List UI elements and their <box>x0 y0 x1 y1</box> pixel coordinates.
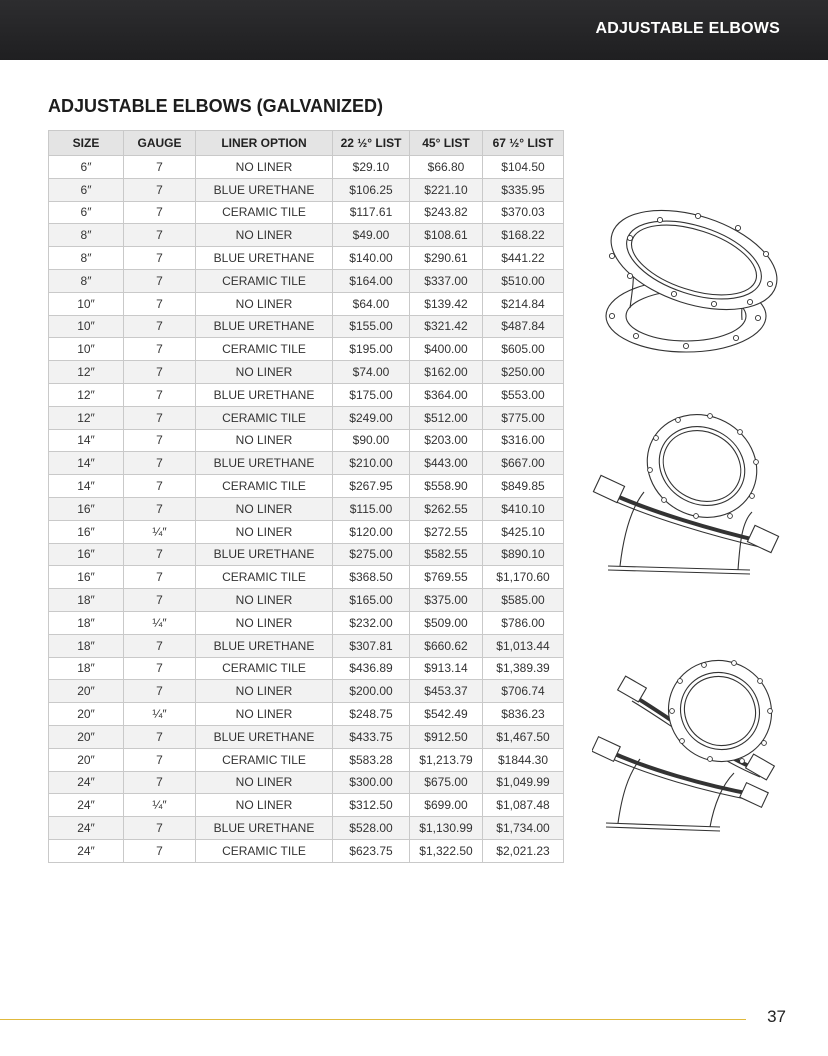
list-45-cell: $139.42 <box>410 292 483 315</box>
liner-option-cell: BLUE URETHANE <box>196 315 333 338</box>
gauge-cell: 7 <box>124 406 196 429</box>
gauge-cell: 7 <box>124 452 196 475</box>
list-67-5-cell: $168.22 <box>483 224 564 247</box>
size-cell: 18″ <box>49 634 124 657</box>
gauge-cell: 7 <box>124 657 196 680</box>
table-row <box>49 156 564 179</box>
list-45-cell: $108.61 <box>410 224 483 247</box>
table-row <box>49 383 564 406</box>
list-67-5-cell: $1,013.44 <box>483 634 564 657</box>
elbow-drawing-single-clamp <box>592 412 782 582</box>
liner-option-cell: NO LINER <box>196 497 333 520</box>
list-45-cell: $453.37 <box>410 680 483 703</box>
list-67-5-cell: $786.00 <box>483 611 564 634</box>
table-row <box>49 406 564 429</box>
gauge-cell: 7 <box>124 475 196 498</box>
list-45-cell: $509.00 <box>410 611 483 634</box>
list-67-5-cell: $1,389.39 <box>483 657 564 680</box>
list-22-5-cell: $106.25 <box>333 178 410 201</box>
size-cell: 24″ <box>49 817 124 840</box>
list-45-cell: $542.49 <box>410 703 483 726</box>
list-67-5-cell: $410.10 <box>483 497 564 520</box>
table-row <box>49 520 564 543</box>
list-67-5-cell: $335.95 <box>483 178 564 201</box>
gauge-cell: 7 <box>124 429 196 452</box>
size-cell: 24″ <box>49 839 124 862</box>
table-row <box>49 817 564 840</box>
list-67-5-cell: $425.10 <box>483 520 564 543</box>
gauge-cell: 7 <box>124 634 196 657</box>
gauge-cell: 7 <box>124 224 196 247</box>
list-45-cell: $290.61 <box>410 247 483 270</box>
liner-option-cell: CERAMIC TILE <box>196 338 333 361</box>
table-body <box>49 156 564 863</box>
list-22-5-cell: $165.00 <box>333 589 410 612</box>
table-row <box>49 452 564 475</box>
list-45-cell: $699.00 <box>410 794 483 817</box>
list-45-cell: $675.00 <box>410 771 483 794</box>
list-67-5-cell: $1,467.50 <box>483 725 564 748</box>
list-22-5-cell: $312.50 <box>333 794 410 817</box>
section-title: ADJUSTABLE ELBOWS <box>595 20 780 37</box>
table-row <box>49 611 564 634</box>
liner-option-cell: NO LINER <box>196 156 333 179</box>
list-22-5-cell: $583.28 <box>333 748 410 771</box>
list-22-5-cell: $64.00 <box>333 292 410 315</box>
gauge-cell: 7 <box>124 543 196 566</box>
size-cell: 20″ <box>49 680 124 703</box>
liner-option-cell: BLUE URETHANE <box>196 543 333 566</box>
size-cell: 6″ <box>49 201 124 224</box>
list-22-5-cell: $200.00 <box>333 680 410 703</box>
table-row <box>49 566 564 589</box>
gauge-cell: 7 <box>124 817 196 840</box>
gauge-cell: 7 <box>124 315 196 338</box>
gauge-cell: 7 <box>124 725 196 748</box>
list-67-5-cell: $667.00 <box>483 452 564 475</box>
size-cell: 14″ <box>49 475 124 498</box>
gauge-cell: 7 <box>124 589 196 612</box>
flanged-elbow-icon <box>590 198 790 363</box>
liner-option-cell: CERAMIC TILE <box>196 839 333 862</box>
gauge-cell: 7 <box>124 247 196 270</box>
list-22-5-cell: $436.89 <box>333 657 410 680</box>
table-row <box>49 292 564 315</box>
list-45-cell: $400.00 <box>410 338 483 361</box>
list-22-5-cell: $164.00 <box>333 269 410 292</box>
list-45-cell: $1,213.79 <box>410 748 483 771</box>
table-row <box>49 201 564 224</box>
list-67-5-cell: $585.00 <box>483 589 564 612</box>
table-row <box>49 589 564 612</box>
list-45-cell: $1,322.50 <box>410 839 483 862</box>
size-cell: 10″ <box>49 292 124 315</box>
gauge-cell: 7 <box>124 497 196 520</box>
table-row <box>49 634 564 657</box>
gauge-cell: ¼″ <box>124 703 196 726</box>
list-67-5-cell: $1,734.00 <box>483 817 564 840</box>
gauge-cell: 7 <box>124 748 196 771</box>
list-67-5-cell: $441.22 <box>483 247 564 270</box>
liner-option-cell: NO LINER <box>196 771 333 794</box>
liner-option-cell: BLUE URETHANE <box>196 178 333 201</box>
liner-option-cell: NO LINER <box>196 680 333 703</box>
list-22-5-cell: $90.00 <box>333 429 410 452</box>
list-45-cell: $558.90 <box>410 475 483 498</box>
list-45-cell: $912.50 <box>410 725 483 748</box>
column-header-22-5-list: 22 ½° LIST <box>333 131 410 156</box>
list-22-5-cell: $195.00 <box>333 338 410 361</box>
gauge-cell: ¼″ <box>124 611 196 634</box>
list-22-5-cell: $528.00 <box>333 817 410 840</box>
list-67-5-cell: $1,049.99 <box>483 771 564 794</box>
list-45-cell: $337.00 <box>410 269 483 292</box>
list-45-cell: $375.00 <box>410 589 483 612</box>
list-67-5-cell: $836.23 <box>483 703 564 726</box>
table-row <box>49 475 564 498</box>
size-cell: 8″ <box>49 269 124 292</box>
list-67-5-cell: $890.10 <box>483 543 564 566</box>
liner-option-cell: NO LINER <box>196 429 333 452</box>
table-row <box>49 224 564 247</box>
table-row <box>49 247 564 270</box>
list-45-cell: $272.55 <box>410 520 483 543</box>
gauge-cell: 7 <box>124 771 196 794</box>
footer-rule <box>0 1019 746 1020</box>
list-67-5-cell: $104.50 <box>483 156 564 179</box>
list-22-5-cell: $117.61 <box>333 201 410 224</box>
list-22-5-cell: $210.00 <box>333 452 410 475</box>
list-22-5-cell: $232.00 <box>333 611 410 634</box>
size-cell: 12″ <box>49 406 124 429</box>
liner-option-cell: NO LINER <box>196 703 333 726</box>
liner-option-cell: NO LINER <box>196 611 333 634</box>
column-header-gauge: GAUGE <box>124 131 196 156</box>
price-table <box>48 130 564 863</box>
table-row <box>49 178 564 201</box>
liner-option-cell: CERAMIC TILE <box>196 657 333 680</box>
list-22-5-cell: $115.00 <box>333 497 410 520</box>
column-header-45-list: 45° LIST <box>410 131 483 156</box>
size-cell: 14″ <box>49 429 124 452</box>
list-67-5-cell: $250.00 <box>483 361 564 384</box>
list-22-5-cell: $249.00 <box>333 406 410 429</box>
list-22-5-cell: $433.75 <box>333 725 410 748</box>
list-45-cell: $243.82 <box>410 201 483 224</box>
list-45-cell: $913.14 <box>410 657 483 680</box>
gauge-cell: 7 <box>124 201 196 224</box>
list-22-5-cell: $155.00 <box>333 315 410 338</box>
elbow-drawing-plain <box>590 198 790 363</box>
table-row <box>49 703 564 726</box>
column-header-size: SIZE <box>49 131 124 156</box>
size-cell: 14″ <box>49 452 124 475</box>
column-header-67-5-list: 67 ½° LIST <box>483 131 564 156</box>
table-row <box>49 794 564 817</box>
list-22-5-cell: $120.00 <box>333 520 410 543</box>
clamped-elbow-icon <box>592 412 782 582</box>
list-45-cell: $582.55 <box>410 543 483 566</box>
list-45-cell: $512.00 <box>410 406 483 429</box>
gauge-cell: 7 <box>124 566 196 589</box>
list-22-5-cell: $140.00 <box>333 247 410 270</box>
size-cell: 24″ <box>49 771 124 794</box>
table-row <box>49 771 564 794</box>
liner-option-cell: NO LINER <box>196 292 333 315</box>
table-row <box>49 680 564 703</box>
list-67-5-cell: $1,087.48 <box>483 794 564 817</box>
table-row <box>49 269 564 292</box>
table-row <box>49 725 564 748</box>
gauge-cell: ¼″ <box>124 520 196 543</box>
list-45-cell: $364.00 <box>410 383 483 406</box>
list-45-cell: $1,130.99 <box>410 817 483 840</box>
page-title: ADJUSTABLE ELBOWS (GALVANIZED) <box>48 96 383 116</box>
gauge-cell: 7 <box>124 269 196 292</box>
size-cell: 20″ <box>49 703 124 726</box>
size-cell: 16″ <box>49 520 124 543</box>
size-cell: 20″ <box>49 725 124 748</box>
table-row <box>49 657 564 680</box>
liner-option-cell: NO LINER <box>196 520 333 543</box>
size-cell: 20″ <box>49 748 124 771</box>
list-22-5-cell: $300.00 <box>333 771 410 794</box>
size-cell: 16″ <box>49 566 124 589</box>
page-number: 37 <box>767 1007 786 1026</box>
size-cell: 12″ <box>49 361 124 384</box>
list-45-cell: $221.10 <box>410 178 483 201</box>
table-row <box>49 361 564 384</box>
list-67-5-cell: $487.84 <box>483 315 564 338</box>
size-cell: 10″ <box>49 338 124 361</box>
table-row <box>49 338 564 361</box>
liner-option-cell: BLUE URETHANE <box>196 725 333 748</box>
size-cell: 10″ <box>49 315 124 338</box>
section-header-band <box>0 0 828 60</box>
list-67-5-cell: $1,170.60 <box>483 566 564 589</box>
gauge-cell: 7 <box>124 338 196 361</box>
table-row <box>49 429 564 452</box>
list-67-5-cell: $706.74 <box>483 680 564 703</box>
gauge-cell: 7 <box>124 156 196 179</box>
size-cell: 8″ <box>49 247 124 270</box>
liner-option-cell: NO LINER <box>196 361 333 384</box>
list-67-5-cell: $849.85 <box>483 475 564 498</box>
size-cell: 18″ <box>49 611 124 634</box>
liner-option-cell: NO LINER <box>196 224 333 247</box>
list-67-5-cell: $214.84 <box>483 292 564 315</box>
liner-option-cell: BLUE URETHANE <box>196 817 333 840</box>
liner-option-cell: BLUE URETHANE <box>196 383 333 406</box>
list-45-cell: $162.00 <box>410 361 483 384</box>
gauge-cell: 7 <box>124 178 196 201</box>
list-45-cell: $660.62 <box>410 634 483 657</box>
list-22-5-cell: $74.00 <box>333 361 410 384</box>
double-clamped-elbow-icon <box>592 655 782 835</box>
list-67-5-cell: $1844.30 <box>483 748 564 771</box>
list-45-cell: $321.42 <box>410 315 483 338</box>
size-cell: 16″ <box>49 497 124 520</box>
list-22-5-cell: $275.00 <box>333 543 410 566</box>
size-cell: 16″ <box>49 543 124 566</box>
liner-option-cell: CERAMIC TILE <box>196 566 333 589</box>
list-67-5-cell: $510.00 <box>483 269 564 292</box>
list-45-cell: $203.00 <box>410 429 483 452</box>
liner-option-cell: CERAMIC TILE <box>196 748 333 771</box>
list-67-5-cell: $605.00 <box>483 338 564 361</box>
list-22-5-cell: $49.00 <box>333 224 410 247</box>
column-header-liner-option: LINER OPTION <box>196 131 333 156</box>
gauge-cell: 7 <box>124 292 196 315</box>
size-cell: 24″ <box>49 794 124 817</box>
list-22-5-cell: $29.10 <box>333 156 410 179</box>
liner-option-cell: CERAMIC TILE <box>196 269 333 292</box>
liner-option-cell: CERAMIC TILE <box>196 406 333 429</box>
size-cell: 6″ <box>49 178 124 201</box>
table-row <box>49 839 564 862</box>
list-67-5-cell: $775.00 <box>483 406 564 429</box>
table-row <box>49 315 564 338</box>
size-cell: 12″ <box>49 383 124 406</box>
liner-option-cell: BLUE URETHANE <box>196 247 333 270</box>
list-22-5-cell: $175.00 <box>333 383 410 406</box>
gauge-cell: 7 <box>124 361 196 384</box>
list-45-cell: $262.55 <box>410 497 483 520</box>
gauge-cell: 7 <box>124 680 196 703</box>
table-header-row <box>49 131 564 156</box>
table-row <box>49 748 564 771</box>
list-45-cell: $66.80 <box>410 156 483 179</box>
liner-option-cell: NO LINER <box>196 794 333 817</box>
gauge-cell: 7 <box>124 839 196 862</box>
list-22-5-cell: $248.75 <box>333 703 410 726</box>
list-45-cell: $443.00 <box>410 452 483 475</box>
list-22-5-cell: $267.95 <box>333 475 410 498</box>
list-67-5-cell: $316.00 <box>483 429 564 452</box>
gauge-cell: 7 <box>124 383 196 406</box>
list-22-5-cell: $623.75 <box>333 839 410 862</box>
list-22-5-cell: $368.50 <box>333 566 410 589</box>
size-cell: 8″ <box>49 224 124 247</box>
table-row <box>49 543 564 566</box>
table-row <box>49 497 564 520</box>
liner-option-cell: BLUE URETHANE <box>196 634 333 657</box>
list-22-5-cell: $307.81 <box>333 634 410 657</box>
list-67-5-cell: $370.03 <box>483 201 564 224</box>
size-cell: 6″ <box>49 156 124 179</box>
list-45-cell: $769.55 <box>410 566 483 589</box>
liner-option-cell: CERAMIC TILE <box>196 475 333 498</box>
elbow-drawing-double-clamp <box>592 655 782 835</box>
liner-option-cell: CERAMIC TILE <box>196 201 333 224</box>
liner-option-cell: BLUE URETHANE <box>196 452 333 475</box>
list-67-5-cell: $2,021.23 <box>483 839 564 862</box>
gauge-cell: ¼″ <box>124 794 196 817</box>
size-cell: 18″ <box>49 589 124 612</box>
liner-option-cell: NO LINER <box>196 589 333 612</box>
list-67-5-cell: $553.00 <box>483 383 564 406</box>
size-cell: 18″ <box>49 657 124 680</box>
